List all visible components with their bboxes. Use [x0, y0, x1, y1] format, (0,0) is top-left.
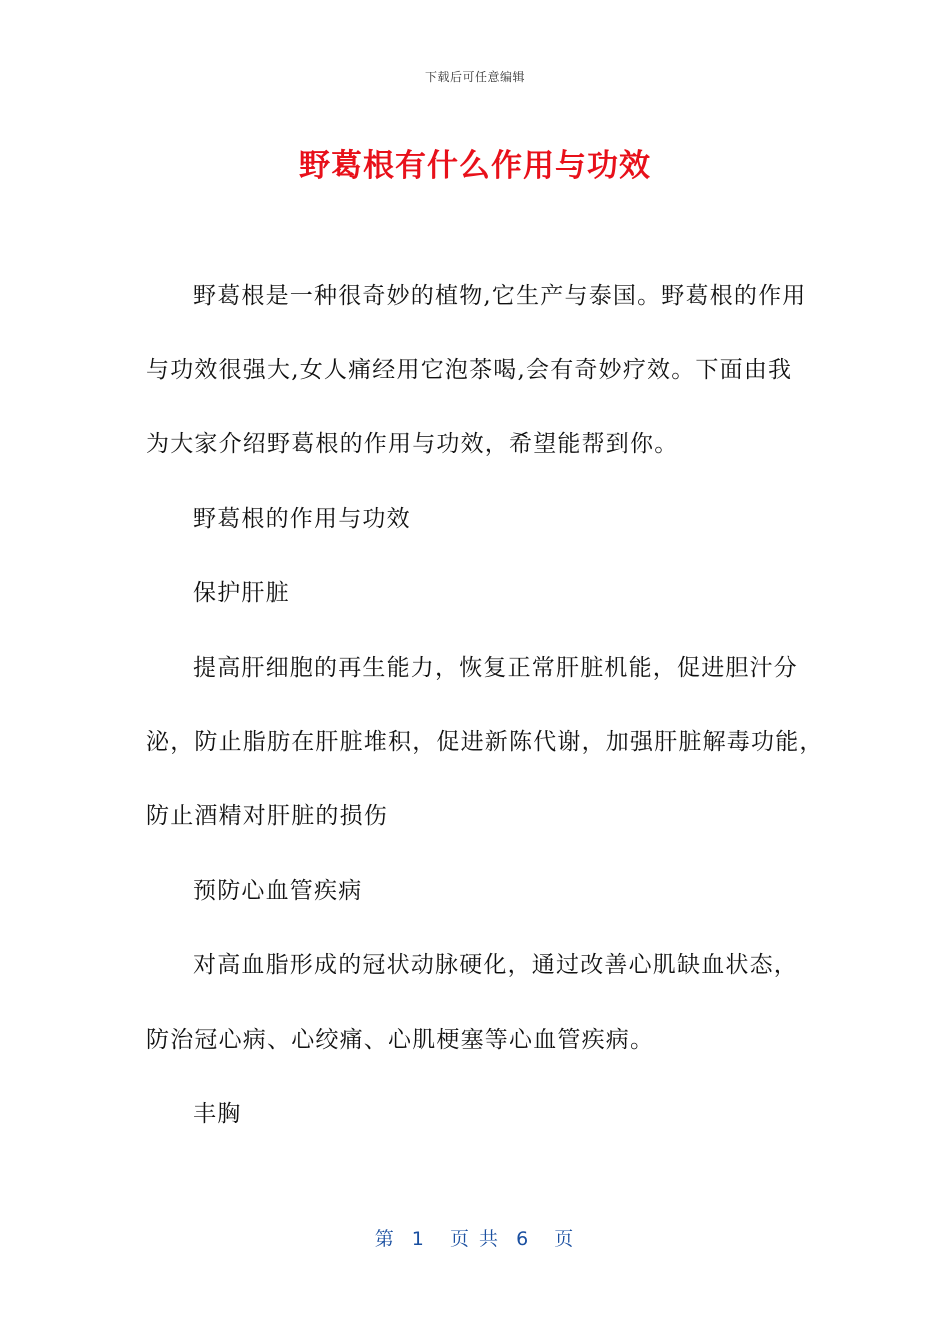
paragraph-line: 泌，防止脂肪在肝脏堆积，促进新陈代谢，加强肝脏解毒功能，: [146, 729, 824, 755]
paragraph-line: 野葛根是一种很奇妙的植物,它生产与泰国。野葛根的作用: [193, 283, 807, 309]
section-heading: 野葛根的作用与功效: [193, 506, 411, 532]
header-note: 下载后可任意编辑: [424, 70, 525, 84]
paragraph-line: 提高肝细胞的再生能力，恢复正常肝脏机能，促进胆汁分: [193, 655, 798, 681]
paragraph-line: 防止酒精对肝脏的损伤: [146, 803, 388, 829]
page-footer: 第 1 页 共 6 页: [374, 1228, 576, 1250]
subheading: 丰胸: [193, 1101, 242, 1127]
subheading: 保护肝脏: [193, 580, 290, 606]
document-title: 野葛根有什么作用与功效: [299, 148, 651, 184]
subheading: 预防心血管疾病: [193, 878, 363, 904]
paragraph-line: 防治冠心病、心绞痛、心肌梗塞等心血管疾病。: [146, 1027, 655, 1053]
paragraph-line: 与功效很强大,女人痛经用它泡茶喝,会有奇妙疗效。下面由我: [146, 357, 793, 383]
paragraph-line: 对高血脂形成的冠状动脉硬化，通过改善心肌缺血状态，: [193, 952, 798, 978]
paragraph-line: 为大家介绍野葛根的作用与功效，希望能帮到你。: [146, 431, 679, 457]
